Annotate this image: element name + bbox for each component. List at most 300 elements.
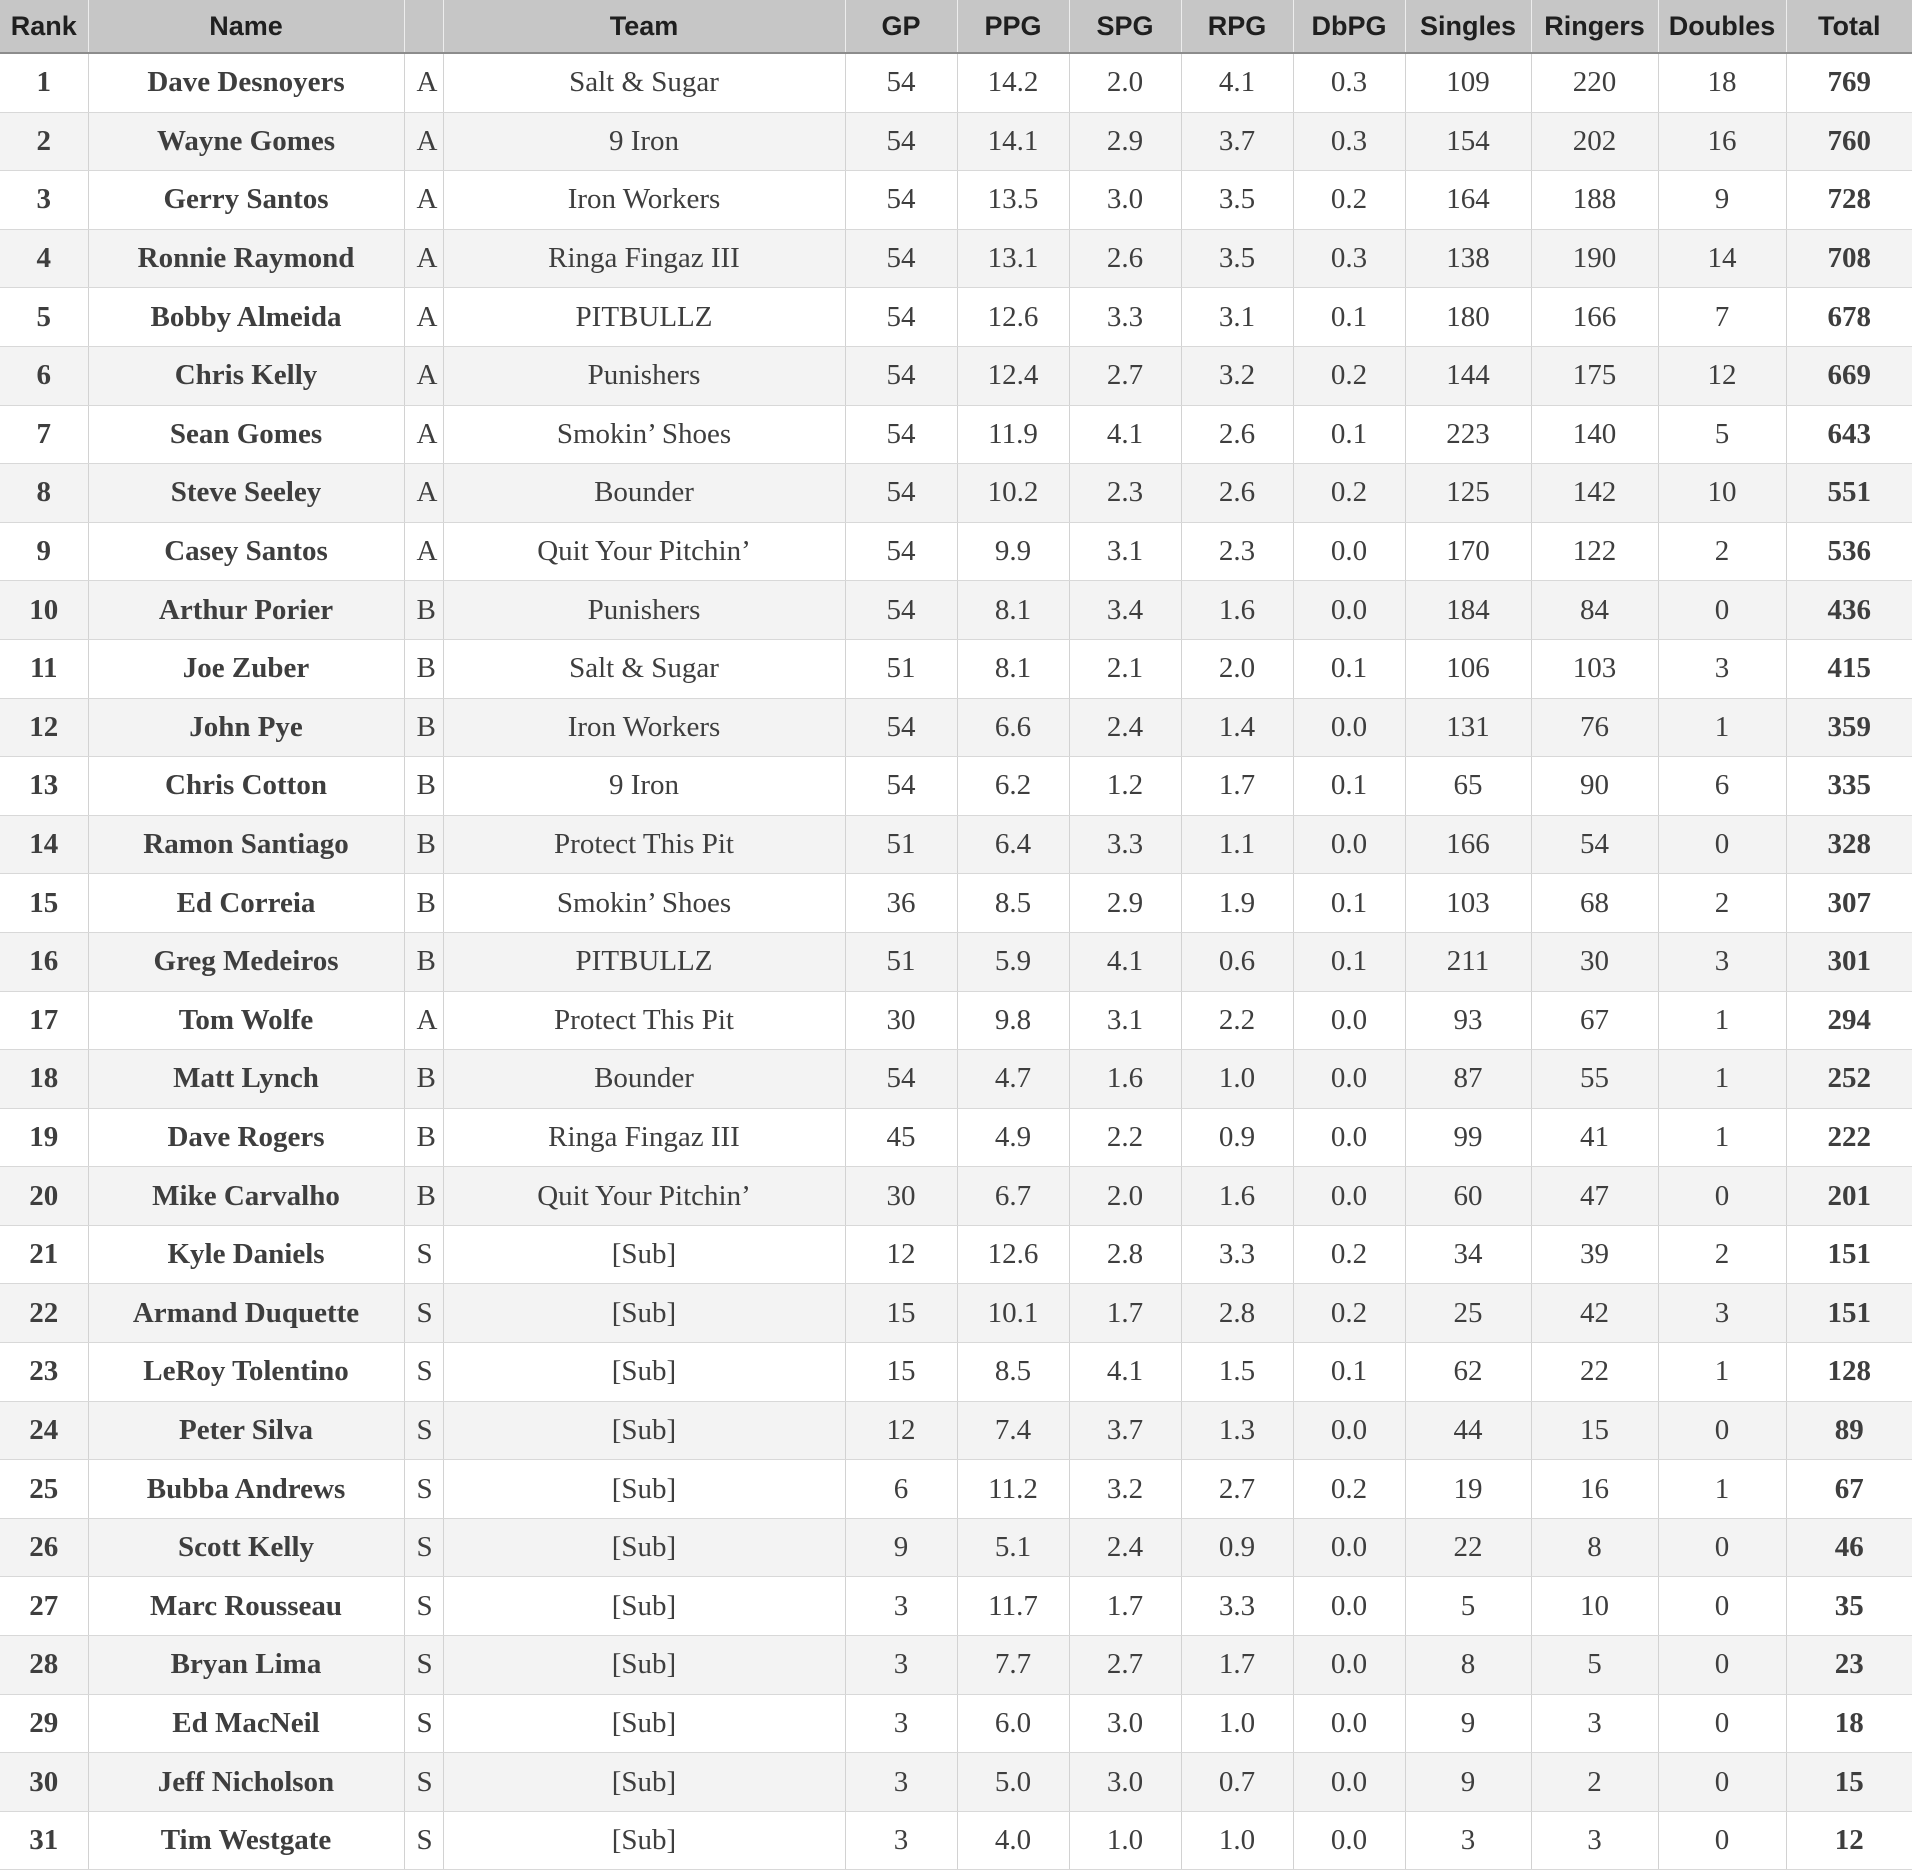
rpg-cell: 1.9 xyxy=(1181,874,1293,933)
spg-cell: 1.2 xyxy=(1069,757,1181,816)
total-cell: 151 xyxy=(1786,1284,1912,1343)
player-name-cell: Gerry Santos xyxy=(88,171,404,230)
header-singles[interactable]: Singles xyxy=(1405,0,1531,53)
total-cell: 46 xyxy=(1786,1518,1912,1577)
rpg-cell: 3.3 xyxy=(1181,1577,1293,1636)
rpg-cell: 3.2 xyxy=(1181,346,1293,405)
division-cell: B xyxy=(404,1167,443,1226)
team-cell: 9 Iron xyxy=(443,112,845,171)
team-cell: Bounder xyxy=(443,1050,845,1109)
spg-cell: 2.3 xyxy=(1069,464,1181,523)
ppg-cell: 6.2 xyxy=(957,757,1069,816)
singles-cell: 3 xyxy=(1405,1811,1531,1870)
gp-cell: 51 xyxy=(845,932,957,991)
total-cell: 18 xyxy=(1786,1694,1912,1753)
doubles-cell: 1 xyxy=(1658,991,1786,1050)
ppg-cell: 5.0 xyxy=(957,1753,1069,1812)
total-cell: 15 xyxy=(1786,1753,1912,1812)
division-cell: A xyxy=(404,991,443,1050)
player-name-cell: LeRoy Tolentino xyxy=(88,1343,404,1402)
player-name-cell: Kyle Daniels xyxy=(88,1225,404,1284)
table-row[interactable] xyxy=(0,581,1912,640)
singles-cell: 103 xyxy=(1405,874,1531,933)
division-cell: S xyxy=(404,1811,443,1870)
total-cell: 252 xyxy=(1786,1050,1912,1109)
table-row[interactable] xyxy=(0,639,1912,698)
team-cell: [Sub] xyxy=(443,1518,845,1577)
rpg-cell: 1.1 xyxy=(1181,815,1293,874)
rank-cell: 9 xyxy=(0,522,88,581)
rpg-cell: 0.6 xyxy=(1181,932,1293,991)
ringers-cell: 2 xyxy=(1531,1753,1658,1812)
division-cell: S xyxy=(404,1636,443,1695)
player-name-cell: Wayne Gomes xyxy=(88,112,404,171)
table-row[interactable] xyxy=(0,991,1912,1050)
spg-cell: 1.7 xyxy=(1069,1284,1181,1343)
team-cell: 9 Iron xyxy=(443,757,845,816)
table-row[interactable] xyxy=(0,112,1912,171)
division-cell: B xyxy=(404,1108,443,1167)
rank-cell: 12 xyxy=(0,698,88,757)
header-name[interactable]: Name xyxy=(88,0,404,53)
table-row[interactable] xyxy=(0,288,1912,347)
team-cell: Ringa Fingaz III xyxy=(443,229,845,288)
table-row[interactable] xyxy=(0,522,1912,581)
gp-cell: 51 xyxy=(845,815,957,874)
doubles-cell: 2 xyxy=(1658,1225,1786,1284)
team-cell: [Sub] xyxy=(443,1460,845,1519)
singles-cell: 106 xyxy=(1405,639,1531,698)
player-name-cell: Casey Santos xyxy=(88,522,404,581)
table-row[interactable] xyxy=(0,1401,1912,1460)
singles-cell: 25 xyxy=(1405,1284,1531,1343)
table-row[interactable] xyxy=(0,757,1912,816)
division-cell: A xyxy=(404,53,443,112)
spg-cell: 1.7 xyxy=(1069,1577,1181,1636)
rank-cell: 27 xyxy=(0,1577,88,1636)
table-row[interactable] xyxy=(0,874,1912,933)
player-name-cell: Ed Correia xyxy=(88,874,404,933)
team-cell: [Sub] xyxy=(443,1343,845,1402)
player-name-cell: Chris Cotton xyxy=(88,757,404,816)
total-cell: 222 xyxy=(1786,1108,1912,1167)
player-name-cell: Chris Kelly xyxy=(88,346,404,405)
ppg-cell: 10.2 xyxy=(957,464,1069,523)
singles-cell: 211 xyxy=(1405,932,1531,991)
rank-cell: 2 xyxy=(0,112,88,171)
singles-cell: 44 xyxy=(1405,1401,1531,1460)
singles-cell: 109 xyxy=(1405,53,1531,112)
singles-cell: 144 xyxy=(1405,346,1531,405)
rank-cell: 10 xyxy=(0,581,88,640)
gp-cell: 54 xyxy=(845,1050,957,1109)
player-name-cell: Arthur Porier xyxy=(88,581,404,640)
dbpg-cell: 0.1 xyxy=(1293,405,1405,464)
header-ringers[interactable]: Ringers xyxy=(1531,0,1658,53)
singles-cell: 8 xyxy=(1405,1636,1531,1695)
team-cell: [Sub] xyxy=(443,1753,845,1812)
doubles-cell: 1 xyxy=(1658,1050,1786,1109)
ppg-cell: 9.8 xyxy=(957,991,1069,1050)
gp-cell: 12 xyxy=(845,1225,957,1284)
table-row[interactable] xyxy=(0,1811,1912,1870)
singles-cell: 5 xyxy=(1405,1577,1531,1636)
singles-cell: 180 xyxy=(1405,288,1531,347)
division-cell: S xyxy=(404,1460,443,1519)
table-row[interactable] xyxy=(0,1108,1912,1167)
rpg-cell: 3.1 xyxy=(1181,288,1293,347)
ppg-cell: 13.5 xyxy=(957,171,1069,230)
gp-cell: 54 xyxy=(845,757,957,816)
division-cell: B xyxy=(404,815,443,874)
ppg-cell: 4.7 xyxy=(957,1050,1069,1109)
dbpg-cell: 0.2 xyxy=(1293,346,1405,405)
ringers-cell: 30 xyxy=(1531,932,1658,991)
player-name-cell: Ed MacNeil xyxy=(88,1694,404,1753)
ppg-cell: 5.9 xyxy=(957,932,1069,991)
doubles-cell: 5 xyxy=(1658,405,1786,464)
division-cell: A xyxy=(404,405,443,464)
table-row[interactable] xyxy=(0,405,1912,464)
header-division[interactable] xyxy=(404,0,443,53)
ringers-cell: 16 xyxy=(1531,1460,1658,1519)
player-name-cell: Greg Medeiros xyxy=(88,932,404,991)
table-row[interactable] xyxy=(0,1636,1912,1695)
spg-cell: 2.7 xyxy=(1069,346,1181,405)
player-name-cell: Joe Zuber xyxy=(88,639,404,698)
ppg-cell: 4.0 xyxy=(957,1811,1069,1870)
table-row[interactable] xyxy=(0,346,1912,405)
doubles-cell: 0 xyxy=(1658,1577,1786,1636)
team-cell: Iron Workers xyxy=(443,698,845,757)
ppg-cell: 8.5 xyxy=(957,1343,1069,1402)
total-cell: 12 xyxy=(1786,1811,1912,1870)
division-cell: S xyxy=(404,1518,443,1577)
dbpg-cell: 0.1 xyxy=(1293,639,1405,698)
player-name-cell: Bryan Lima xyxy=(88,1636,404,1695)
rpg-cell: 3.7 xyxy=(1181,112,1293,171)
spg-cell: 2.8 xyxy=(1069,1225,1181,1284)
division-cell: B xyxy=(404,1050,443,1109)
doubles-cell: 7 xyxy=(1658,288,1786,347)
ringers-cell: 5 xyxy=(1531,1636,1658,1695)
table-row[interactable] xyxy=(0,1284,1912,1343)
ringers-cell: 202 xyxy=(1531,112,1658,171)
division-cell: A xyxy=(404,522,443,581)
table-row[interactable] xyxy=(0,229,1912,288)
dbpg-cell: 0.2 xyxy=(1293,1284,1405,1343)
division-cell: A xyxy=(404,464,443,523)
table-row[interactable] xyxy=(0,171,1912,230)
total-cell: 301 xyxy=(1786,932,1912,991)
rank-cell: 5 xyxy=(0,288,88,347)
rpg-cell: 0.9 xyxy=(1181,1108,1293,1167)
rank-cell: 14 xyxy=(0,815,88,874)
header-spg[interactable]: SPG xyxy=(1069,0,1181,53)
team-cell: Smokin’ Shoes xyxy=(443,405,845,464)
player-name-cell: Bobby Almeida xyxy=(88,288,404,347)
rpg-cell: 2.7 xyxy=(1181,1460,1293,1519)
total-cell: 359 xyxy=(1786,698,1912,757)
rpg-cell: 1.7 xyxy=(1181,757,1293,816)
doubles-cell: 16 xyxy=(1658,112,1786,171)
team-cell: Protect This Pit xyxy=(443,815,845,874)
rank-cell: 3 xyxy=(0,171,88,230)
singles-cell: 131 xyxy=(1405,698,1531,757)
table-row[interactable] xyxy=(0,1167,1912,1226)
spg-cell: 2.6 xyxy=(1069,229,1181,288)
table-row[interactable] xyxy=(0,1343,1912,1402)
gp-cell: 54 xyxy=(845,288,957,347)
rank-cell: 11 xyxy=(0,639,88,698)
ringers-cell: 68 xyxy=(1531,874,1658,933)
header-gp[interactable]: GP xyxy=(845,0,957,53)
ppg-cell: 4.9 xyxy=(957,1108,1069,1167)
ppg-cell: 11.9 xyxy=(957,405,1069,464)
player-name-cell: Ronnie Raymond xyxy=(88,229,404,288)
rpg-cell: 3.5 xyxy=(1181,171,1293,230)
rank-cell: 19 xyxy=(0,1108,88,1167)
singles-cell: 62 xyxy=(1405,1343,1531,1402)
singles-cell: 87 xyxy=(1405,1050,1531,1109)
singles-cell: 9 xyxy=(1405,1753,1531,1812)
total-cell: 415 xyxy=(1786,639,1912,698)
doubles-cell: 0 xyxy=(1658,815,1786,874)
dbpg-cell: 0.3 xyxy=(1293,53,1405,112)
dbpg-cell: 0.0 xyxy=(1293,522,1405,581)
spg-cell: 2.0 xyxy=(1069,1167,1181,1226)
total-cell: 335 xyxy=(1786,757,1912,816)
rpg-cell: 2.0 xyxy=(1181,639,1293,698)
dbpg-cell: 0.0 xyxy=(1293,1401,1405,1460)
spg-cell: 2.4 xyxy=(1069,1518,1181,1577)
table-row[interactable] xyxy=(0,1694,1912,1753)
dbpg-cell: 0.0 xyxy=(1293,1753,1405,1812)
dbpg-cell: 0.0 xyxy=(1293,698,1405,757)
ringers-cell: 188 xyxy=(1531,171,1658,230)
player-name-cell: Steve Seeley xyxy=(88,464,404,523)
ringers-cell: 140 xyxy=(1531,405,1658,464)
spg-cell: 4.1 xyxy=(1069,405,1181,464)
singles-cell: 99 xyxy=(1405,1108,1531,1167)
dbpg-cell: 0.1 xyxy=(1293,874,1405,933)
dbpg-cell: 0.0 xyxy=(1293,815,1405,874)
total-cell: 307 xyxy=(1786,874,1912,933)
rank-cell: 13 xyxy=(0,757,88,816)
dbpg-cell: 0.0 xyxy=(1293,1108,1405,1167)
rank-cell: 6 xyxy=(0,346,88,405)
ringers-cell: 175 xyxy=(1531,346,1658,405)
total-cell: 151 xyxy=(1786,1225,1912,1284)
table-row[interactable] xyxy=(0,53,1912,112)
rank-cell: 7 xyxy=(0,405,88,464)
header-rpg[interactable]: RPG xyxy=(1181,0,1293,53)
team-cell: Quit Your Pitchin’ xyxy=(443,1167,845,1226)
table-row[interactable] xyxy=(0,1518,1912,1577)
dbpg-cell: 0.0 xyxy=(1293,1694,1405,1753)
total-cell: 728 xyxy=(1786,171,1912,230)
doubles-cell: 0 xyxy=(1658,1636,1786,1695)
table-row[interactable] xyxy=(0,1753,1912,1812)
total-cell: 536 xyxy=(1786,522,1912,581)
gp-cell: 15 xyxy=(845,1284,957,1343)
rpg-cell: 1.6 xyxy=(1181,581,1293,640)
table-row[interactable] xyxy=(0,698,1912,757)
spg-cell: 3.1 xyxy=(1069,522,1181,581)
division-cell: A xyxy=(404,229,443,288)
spg-cell: 4.1 xyxy=(1069,932,1181,991)
gp-cell: 54 xyxy=(845,112,957,171)
division-cell: B xyxy=(404,757,443,816)
team-cell: [Sub] xyxy=(443,1636,845,1695)
ringers-cell: 54 xyxy=(1531,815,1658,874)
player-name-cell: Armand Duquette xyxy=(88,1284,404,1343)
dbpg-cell: 0.1 xyxy=(1293,288,1405,347)
doubles-cell: 3 xyxy=(1658,639,1786,698)
rank-cell: 28 xyxy=(0,1636,88,1695)
total-cell: 67 xyxy=(1786,1460,1912,1519)
doubles-cell: 2 xyxy=(1658,522,1786,581)
team-cell: Iron Workers xyxy=(443,171,845,230)
total-cell: 760 xyxy=(1786,112,1912,171)
header-team[interactable]: Team xyxy=(443,0,845,53)
division-cell: B xyxy=(404,639,443,698)
rank-cell: 22 xyxy=(0,1284,88,1343)
table-row[interactable] xyxy=(0,1577,1912,1636)
rpg-cell: 0.9 xyxy=(1181,1518,1293,1577)
rpg-cell: 2.6 xyxy=(1181,405,1293,464)
rank-cell: 4 xyxy=(0,229,88,288)
ppg-cell: 12.6 xyxy=(957,1225,1069,1284)
gp-cell: 3 xyxy=(845,1694,957,1753)
division-cell: B xyxy=(404,581,443,640)
team-cell: Salt & Sugar xyxy=(443,53,845,112)
division-cell: B xyxy=(404,698,443,757)
ppg-cell: 6.0 xyxy=(957,1694,1069,1753)
ppg-cell: 6.6 xyxy=(957,698,1069,757)
singles-cell: 60 xyxy=(1405,1167,1531,1226)
dbpg-cell: 0.2 xyxy=(1293,1460,1405,1519)
rpg-cell: 2.3 xyxy=(1181,522,1293,581)
player-name-cell: Marc Rousseau xyxy=(88,1577,404,1636)
table-row[interactable] xyxy=(0,932,1912,991)
doubles-cell: 0 xyxy=(1658,1694,1786,1753)
gp-cell: 54 xyxy=(845,405,957,464)
ppg-cell: 14.1 xyxy=(957,112,1069,171)
doubles-cell: 1 xyxy=(1658,1460,1786,1519)
gp-cell: 3 xyxy=(845,1577,957,1636)
header-dbpg[interactable]: DbPG xyxy=(1293,0,1405,53)
spg-cell: 2.1 xyxy=(1069,639,1181,698)
table-body xyxy=(0,53,1912,1870)
ppg-cell: 14.2 xyxy=(957,53,1069,112)
ringers-cell: 15 xyxy=(1531,1401,1658,1460)
total-cell: 769 xyxy=(1786,53,1912,112)
table-row[interactable] xyxy=(0,1050,1912,1109)
doubles-cell: 0 xyxy=(1658,1518,1786,1577)
team-cell: Protect This Pit xyxy=(443,991,845,1050)
division-cell: A xyxy=(404,288,443,347)
spg-cell: 3.3 xyxy=(1069,815,1181,874)
total-cell: 201 xyxy=(1786,1167,1912,1226)
rank-cell: 17 xyxy=(0,991,88,1050)
gp-cell: 36 xyxy=(845,874,957,933)
header-doubles[interactable]: Doubles xyxy=(1658,0,1786,53)
singles-cell: 184 xyxy=(1405,581,1531,640)
division-cell: S xyxy=(404,1753,443,1812)
ringers-cell: 142 xyxy=(1531,464,1658,523)
dbpg-cell: 0.2 xyxy=(1293,464,1405,523)
doubles-cell: 3 xyxy=(1658,1284,1786,1343)
header-ppg[interactable]: PPG xyxy=(957,0,1069,53)
dbpg-cell: 0.0 xyxy=(1293,1811,1405,1870)
rank-cell: 23 xyxy=(0,1343,88,1402)
rpg-cell: 2.2 xyxy=(1181,991,1293,1050)
total-cell: 294 xyxy=(1786,991,1912,1050)
dbpg-cell: 0.0 xyxy=(1293,1518,1405,1577)
spg-cell: 2.9 xyxy=(1069,874,1181,933)
dbpg-cell: 0.2 xyxy=(1293,1225,1405,1284)
rpg-cell: 1.3 xyxy=(1181,1401,1293,1460)
doubles-cell: 0 xyxy=(1658,1753,1786,1812)
gp-cell: 3 xyxy=(845,1636,957,1695)
ringers-cell: 22 xyxy=(1531,1343,1658,1402)
ringers-cell: 103 xyxy=(1531,639,1658,698)
gp-cell: 54 xyxy=(845,464,957,523)
gp-cell: 54 xyxy=(845,698,957,757)
spg-cell: 3.0 xyxy=(1069,171,1181,230)
division-cell: S xyxy=(404,1577,443,1636)
table-row[interactable] xyxy=(0,815,1912,874)
gp-cell: 9 xyxy=(845,1518,957,1577)
table-row[interactable] xyxy=(0,464,1912,523)
spg-cell: 2.0 xyxy=(1069,53,1181,112)
singles-cell: 65 xyxy=(1405,757,1531,816)
doubles-cell: 0 xyxy=(1658,1401,1786,1460)
rpg-cell: 2.8 xyxy=(1181,1284,1293,1343)
table-row[interactable] xyxy=(0,1225,1912,1284)
total-cell: 128 xyxy=(1786,1343,1912,1402)
doubles-cell: 0 xyxy=(1658,581,1786,640)
total-cell: 678 xyxy=(1786,288,1912,347)
header-total[interactable]: Total xyxy=(1786,0,1912,53)
team-cell: Punishers xyxy=(443,581,845,640)
player-name-cell: Ramon Santiago xyxy=(88,815,404,874)
singles-cell: 19 xyxy=(1405,1460,1531,1519)
team-cell: Quit Your Pitchin’ xyxy=(443,522,845,581)
rpg-cell: 0.7 xyxy=(1181,1753,1293,1812)
ringers-cell: 90 xyxy=(1531,757,1658,816)
rank-cell: 18 xyxy=(0,1050,88,1109)
gp-cell: 3 xyxy=(845,1753,957,1812)
ppg-cell: 6.7 xyxy=(957,1167,1069,1226)
player-name-cell: Dave Desnoyers xyxy=(88,53,404,112)
rank-cell: 25 xyxy=(0,1460,88,1519)
table-row[interactable] xyxy=(0,1460,1912,1519)
doubles-cell: 1 xyxy=(1658,1108,1786,1167)
rpg-cell: 4.1 xyxy=(1181,53,1293,112)
header-rank[interactable]: Rank xyxy=(0,0,88,53)
team-cell: Ringa Fingaz III xyxy=(443,1108,845,1167)
gp-cell: 12 xyxy=(845,1401,957,1460)
singles-cell: 125 xyxy=(1405,464,1531,523)
doubles-cell: 1 xyxy=(1658,698,1786,757)
ppg-cell: 11.2 xyxy=(957,1460,1069,1519)
singles-cell: 164 xyxy=(1405,171,1531,230)
rank-cell: 1 xyxy=(0,53,88,112)
player-name-cell: John Pye xyxy=(88,698,404,757)
gp-cell: 30 xyxy=(845,991,957,1050)
